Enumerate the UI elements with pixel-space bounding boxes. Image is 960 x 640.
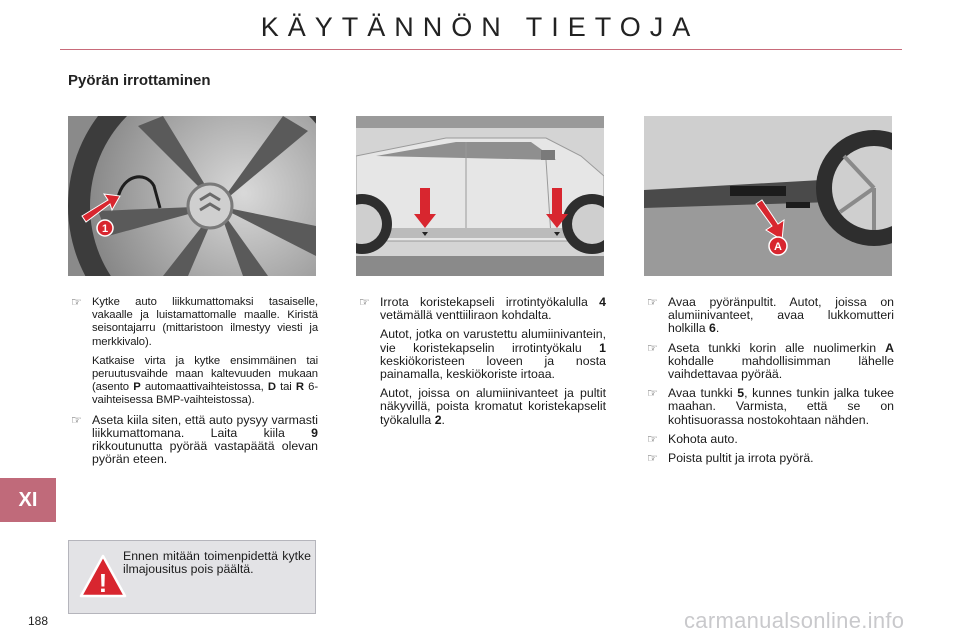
watermark: carmanualsonline.info <box>684 608 905 633</box>
hand-bullet-icon: ☞ <box>647 451 658 466</box>
list-item <box>644 296 894 336</box>
text-span: Autot, joissa on alumiinivanteet ja pultit näkyvillä, poista kromatut koristekapselit työkalulla <box>380 386 606 427</box>
text-span: kohdalle mahdollisimman lähelle vaihdettavaa pyörää. <box>668 353 894 382</box>
wheel-cap-photo <box>68 116 316 276</box>
paragraph: Kohota auto. <box>668 431 738 446</box>
list-item <box>644 433 894 446</box>
column-3 <box>644 296 894 471</box>
ref-number: 4 <box>599 295 606 309</box>
text-span: tai <box>275 381 296 394</box>
paragraph <box>668 342 894 382</box>
jack-point-photo <box>644 116 892 276</box>
label-1: 1 <box>101 223 109 235</box>
text-span: . <box>715 321 720 336</box>
text-span: Katkaise virta ja kytke ensimmäinen tai peruutusvaihde maan kaltevuuden mukaan (asento <box>92 354 318 394</box>
ref-letter: A <box>885 340 894 355</box>
warning-triangle-icon <box>79 553 127 599</box>
text-span: rikkoutunutta pyörää vastapäätä olevan pyörän eteen. <box>92 439 318 467</box>
paragraph: Kytke auto liikkumattomaksi tasaiselle, vakaalle ja luistamattomalle maalle. Kiristä seisontajarru (mittaristoon ilmestyy viesti ja merkkivalo). <box>92 296 318 348</box>
hand-bullet-icon: ☞ <box>647 340 658 355</box>
paragraph <box>92 414 318 467</box>
list-item <box>644 342 894 382</box>
paragraph <box>380 328 606 381</box>
warning-text: Ennen mitään toimenpidettä kytke ilmajousitus pois päältä. <box>123 549 311 576</box>
text-span: Autot, jotka on varustettu alumiinivantein, vie koristekapselin irrotintyökalu <box>380 327 606 355</box>
paragraph <box>668 387 894 427</box>
list-item <box>68 414 318 467</box>
text-span: Avaa tunkki <box>668 386 738 401</box>
text-span: Aseta tunkki korin alle nuolimerkin <box>668 340 886 355</box>
paragraph <box>92 355 318 408</box>
text-span: keskiökoristeen loveen ja nosta painamalla, keskiökoriste irtoaa. <box>380 353 606 382</box>
list-item <box>644 452 894 465</box>
text-span: Avaa pyöränpultit. Autot, joissa on alumiinivanteet, avaa lukkomutteri holkilla <box>668 295 894 336</box>
text-span: vetämällä venttiiliraon kohdalta. <box>380 308 552 323</box>
hand-bullet-icon: ☞ <box>359 295 370 309</box>
section-heading: Pyörän irrottaminen <box>68 72 211 89</box>
column-1 <box>68 296 318 472</box>
chapter-tab: XI <box>0 478 56 522</box>
paragraph <box>380 296 606 322</box>
title-divider <box>60 49 902 50</box>
text-span: automaattivaihteistossa, <box>140 381 268 394</box>
text-span: . <box>441 412 445 427</box>
ref-number: 6 <box>709 321 716 336</box>
warning-box <box>68 540 316 614</box>
text-span: , kunnes tunkin jalka tukee maahan. Varmista, että se on kohtisuorassa nostokohtaan nähden. <box>668 386 895 427</box>
text-span: Irrota koristekapseli irrotintyökalulla <box>380 295 600 309</box>
gear-r: R <box>295 381 304 394</box>
label-a: A <box>774 241 782 253</box>
ref-number: 9 <box>311 425 318 440</box>
list-item <box>68 296 318 408</box>
page-number: 188 <box>28 614 49 628</box>
hand-bullet-icon: ☞ <box>71 412 82 427</box>
text-span: 6-vaihteisessa BMP-vaihteistossa). <box>92 381 319 407</box>
car-side-photo <box>356 116 604 276</box>
ref-number: 5 <box>737 386 745 401</box>
hand-bullet-icon: ☞ <box>71 295 82 309</box>
column-2 <box>356 296 606 433</box>
ref-number: 2 <box>434 412 442 427</box>
warning-symbol: ! <box>98 568 108 598</box>
gear-p: P <box>133 381 141 394</box>
list-item <box>356 296 606 427</box>
text-span: Aseta kiila siten, että auto pysyy varmasti liikkumattomana. Laita kiila <box>92 412 318 440</box>
paragraph: Poista pultit ja irrota pyörä. <box>668 451 814 466</box>
hand-bullet-icon: ☞ <box>647 386 658 401</box>
ref-number: 1 <box>599 340 606 355</box>
gear-d: D <box>267 381 276 394</box>
paragraph <box>380 387 606 427</box>
paragraph <box>668 296 894 336</box>
hand-bullet-icon: ☞ <box>647 431 658 446</box>
hand-bullet-icon: ☞ <box>647 295 658 309</box>
list-item <box>644 387 894 427</box>
page-title: KÄYTÄNNÖN TIETOJA <box>260 12 700 42</box>
